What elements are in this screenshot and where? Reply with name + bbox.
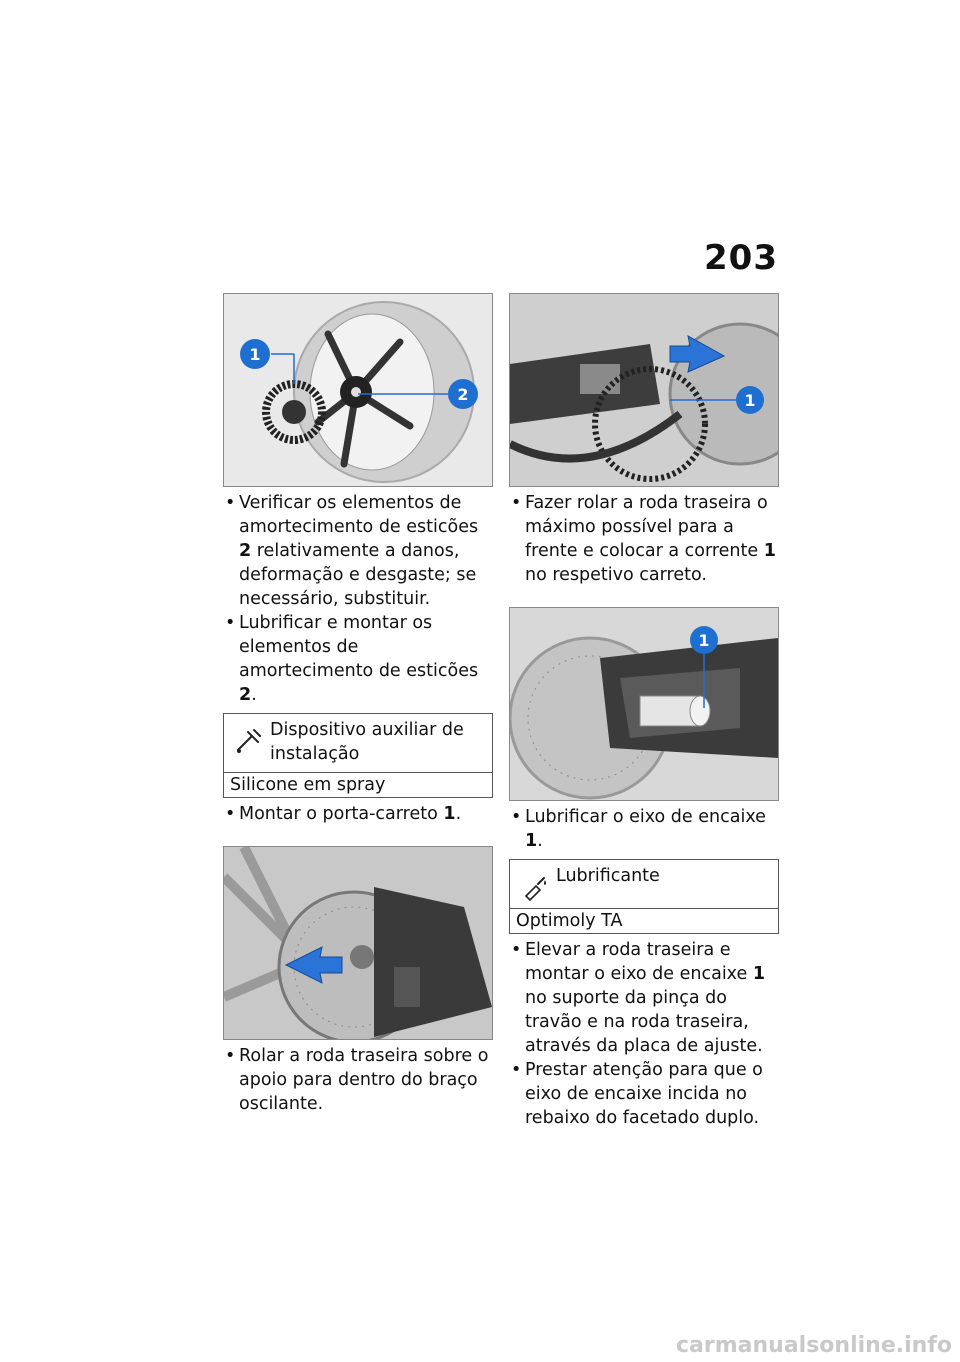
list-item: • Rolar a roda traseira sobre o apoio para dentro do braço oscilante. <box>223 1044 493 1116</box>
svg-text:1: 1 <box>698 631 710 650</box>
tool-box-title: Dispositivo auxiliar de instalação <box>270 720 464 764</box>
figure-rear-wheel-sprocket <box>223 293 493 487</box>
axle-illustration <box>510 608 778 800</box>
svg-text:1: 1 <box>744 391 756 410</box>
right-bullet-list-2 <box>509 805 779 853</box>
right-column <box>509 293 779 1130</box>
left-column <box>223 293 493 1116</box>
figure-axle <box>509 607 779 801</box>
left-bullet-list-2 <box>223 802 493 826</box>
list-item: • Montar o porta-carreto 1. <box>223 802 493 826</box>
chain-illustration <box>510 294 778 486</box>
lubricant-icon <box>520 872 550 902</box>
tool-box-value: Silicone em spray <box>224 772 492 797</box>
left-bullet-list-3 <box>223 1044 493 1116</box>
list-item: • Verificar os elementos de amortecimento de esticões 2 relativamente a danos, deformação e desgaste; se necessário, substituir. <box>223 491 493 611</box>
list-item: • Elevar a roda traseira e montar o eixo de encaixe 1 no suporte da pinça do travão e na roda traseira, através da placa de ajuste. <box>509 938 779 1058</box>
page-number: 203 <box>704 238 778 278</box>
tool-icon <box>234 726 264 756</box>
lubricant-box-title: Lubrificante <box>556 866 660 886</box>
figure-chain-on-sprocket <box>509 293 779 487</box>
right-bullet-list-3 <box>509 938 779 1130</box>
svg-text:2: 2 <box>457 385 469 404</box>
left-bullet-list-1 <box>223 491 493 707</box>
rear-wheel-illustration <box>224 294 492 486</box>
lubricant-box-value: Optimoly TA <box>510 908 778 933</box>
list-item: • Prestar atenção para que o eixo de encaixe incida no rebaixo do facetado duplo. <box>509 1058 779 1130</box>
figure-wheel-into-swingarm <box>223 846 493 1040</box>
lubricant-info-box <box>509 859 779 934</box>
right-bullet-list-1 <box>509 491 779 587</box>
list-item: • Fazer rolar a roda traseira o máximo possível para a frente e colocar a corrente 1 no respetivo carreto. <box>509 491 779 587</box>
watermark: carmanualsonline.info <box>676 1333 952 1358</box>
svg-text:1: 1 <box>249 345 261 364</box>
list-item: • Lubrificar o eixo de encaixe 1. <box>509 805 779 853</box>
list-item: • Lubrificar e montar os elementos de amortecimento de esticões 2. <box>223 611 493 707</box>
swingarm-illustration <box>224 847 492 1039</box>
tool-info-box <box>223 713 493 798</box>
